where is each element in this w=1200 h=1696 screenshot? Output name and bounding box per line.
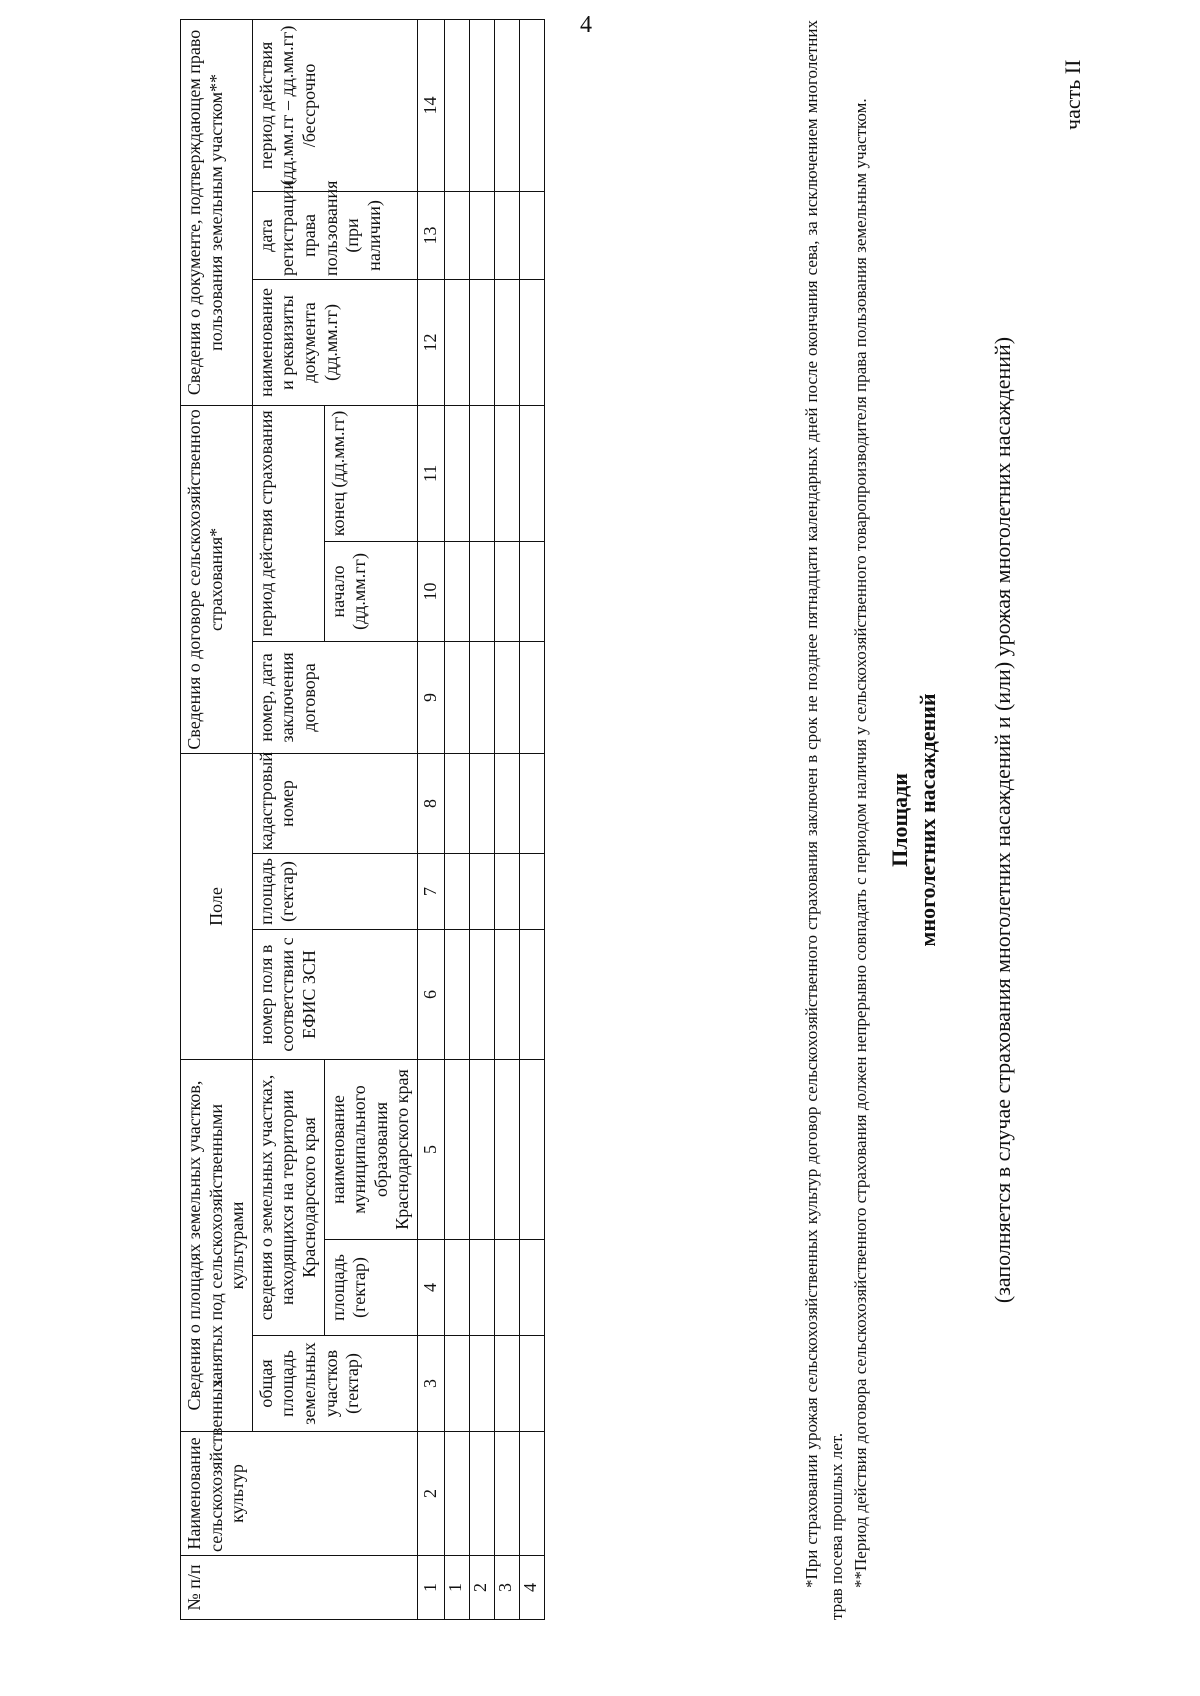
column-number: 6 xyxy=(417,929,444,1059)
header-total-area: общая площадь земельных участков (гектар) xyxy=(252,1336,417,1432)
header-document: Сведения о документе, подтверждающем право пользования земельным участком** xyxy=(181,19,253,405)
table-cell xyxy=(494,1240,519,1336)
column-number: 1 xyxy=(417,1556,444,1620)
table-cell xyxy=(469,1059,494,1239)
table-cell xyxy=(494,1059,519,1239)
table-cell xyxy=(519,541,544,641)
column-number: 9 xyxy=(417,641,444,753)
footnotes xyxy=(800,20,874,1620)
table-cell xyxy=(469,191,494,279)
table-cell xyxy=(494,641,519,753)
title-line: Площади xyxy=(887,773,912,867)
table-cell xyxy=(444,1059,469,1239)
table-cell xyxy=(494,753,519,853)
header-end: конец (дд.мм.гг) xyxy=(324,405,417,541)
column-number: 3 xyxy=(417,1336,444,1432)
table-cell xyxy=(469,1432,494,1556)
table-cell xyxy=(494,929,519,1059)
table-cell xyxy=(494,405,519,541)
footnote-period: **Период действия договора сельскохозяйственного страхования должен непрерывно совпадать с периодом наличия у сельскохозяйственного товаропроизводителя права пользования земельным участком. xyxy=(851,98,871,1588)
table-cell xyxy=(444,853,469,929)
table-row xyxy=(444,19,469,1619)
table-cell xyxy=(469,853,494,929)
header-validity: период действия (дд.мм.гг – дд.мм.гг) /бессрочно xyxy=(252,19,417,191)
table-cell xyxy=(444,279,469,405)
table-cell xyxy=(519,405,544,541)
part-label: часть II xyxy=(1060,59,1085,130)
header-culture: Наименование сельскохозяйственных культур xyxy=(181,1432,418,1556)
table-cell xyxy=(519,753,544,853)
header-field: Поле xyxy=(181,753,253,1059)
table-cell xyxy=(469,279,494,405)
header-row-1 xyxy=(181,19,253,1619)
table-cell xyxy=(444,19,469,191)
table-cell xyxy=(469,1240,494,1336)
table-cell xyxy=(494,191,519,279)
table-cell xyxy=(469,929,494,1059)
table-cell xyxy=(444,1432,469,1556)
table-cell xyxy=(519,1336,544,1432)
table-cell xyxy=(494,1432,519,1556)
table-cell xyxy=(444,405,469,541)
column-number: 11 xyxy=(417,405,444,541)
column-number: 4 xyxy=(417,1240,444,1336)
table-cell xyxy=(519,1059,544,1239)
table-cell xyxy=(469,541,494,641)
column-number: 2 xyxy=(417,1432,444,1556)
row-number: 2 xyxy=(469,1556,494,1620)
table-cell xyxy=(519,929,544,1059)
header-start: начало (дд.мм.гг) xyxy=(324,541,417,641)
header-area-ha: площадь (гектар) xyxy=(324,1240,417,1336)
table-cell xyxy=(519,191,544,279)
table-cell xyxy=(444,929,469,1059)
header-reg-date: дата регистрации права пользования (при наличии) xyxy=(252,191,417,279)
table-cell xyxy=(444,191,469,279)
table-cell xyxy=(444,753,469,853)
table-cell xyxy=(469,753,494,853)
table-cell xyxy=(494,853,519,929)
table-cell xyxy=(519,19,544,191)
column-number: 13 xyxy=(417,191,444,279)
table-cell xyxy=(519,279,544,405)
column-number: 14 xyxy=(417,19,444,191)
page-number: 4 xyxy=(580,12,592,38)
header-contract: номер, дата заключения договора xyxy=(252,641,417,753)
column-number: 8 xyxy=(417,753,444,853)
table-cell xyxy=(494,279,519,405)
row-number: 3 xyxy=(494,1556,519,1620)
table-cell xyxy=(494,19,519,191)
column-number: 7 xyxy=(417,853,444,929)
table-cell xyxy=(469,19,494,191)
plantings-table xyxy=(180,19,545,1620)
header-insurance: Сведения о договоре сельскохозяйственного страхования* xyxy=(181,405,253,753)
table-cell xyxy=(494,541,519,641)
header-field-number: номер поля в соответствии с ЕФИС ЗСН xyxy=(252,929,417,1059)
rotated-page-content xyxy=(10,20,1170,1620)
column-number: 5 xyxy=(417,1059,444,1239)
column-number-row xyxy=(417,19,444,1619)
header-row-2 xyxy=(252,19,324,1619)
column-number: 10 xyxy=(417,541,444,641)
table-cell xyxy=(519,641,544,753)
table-cell xyxy=(444,641,469,753)
table-row xyxy=(494,19,519,1619)
row-number: 1 xyxy=(444,1556,469,1620)
table-cell xyxy=(444,541,469,641)
table-cell xyxy=(469,1336,494,1432)
header-field-area: площадь (гектар) xyxy=(252,853,417,929)
table-cell xyxy=(444,1240,469,1336)
section-subtitle: (заполняется в случае страхования многолетних насаждений и (или) урожая многолетних насаждений) xyxy=(990,336,1015,1304)
table-row xyxy=(469,19,494,1619)
section-title xyxy=(886,20,941,1620)
table-cell xyxy=(469,405,494,541)
header-cadastral: кадастровый номер xyxy=(252,753,417,853)
table-cell xyxy=(519,1432,544,1556)
header-municipality: наименование муниципального образования Краснодарского края xyxy=(324,1059,417,1239)
header-krasnodar: сведения о земельных участках, находящихся на территории Краснодарского края xyxy=(252,1059,324,1335)
table-cell xyxy=(519,1240,544,1336)
header-ins-period: период действия страхования xyxy=(252,405,324,641)
header-doc-name: наименование и реквизиты документа (дд.мм.гг) xyxy=(252,279,417,405)
column-number: 12 xyxy=(417,279,444,405)
header-num: № п/п xyxy=(181,1556,418,1620)
table-cell xyxy=(444,1336,469,1432)
row-number: 4 xyxy=(519,1556,544,1620)
footnote-insurance: *При страховании урожая сельскохозяйственных культур договор сельскохозяйственного страхования заключен в срок не позднее пятнадцати календарных дней после окончания сева, за исключением многолетних трав посева прошлых лет. xyxy=(802,20,846,1620)
table-cell xyxy=(469,641,494,753)
title-line: многолетних насаждений xyxy=(914,693,940,947)
table-row xyxy=(519,19,544,1619)
header-areas: Сведения о площадях земельных участков, занятых под сельскохозяйственными культурами xyxy=(181,1059,253,1431)
table-cell xyxy=(519,853,544,929)
table-cell xyxy=(494,1336,519,1432)
